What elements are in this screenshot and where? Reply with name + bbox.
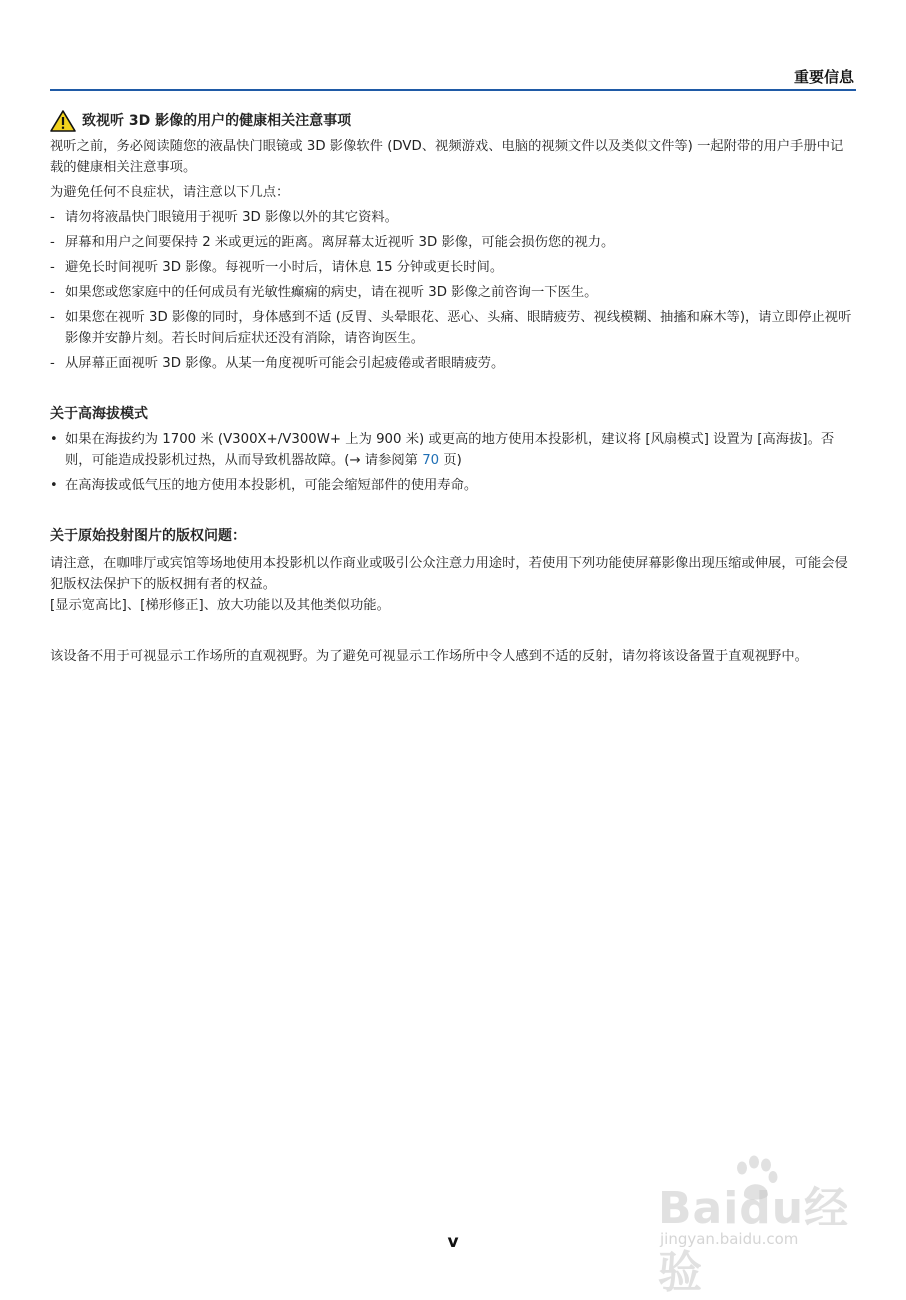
altitude-list (50, 429, 856, 496)
workplace-note: 该设备不用于可视显示工作场所的直观视野。为了避免可视显示工作场所中令人感到不适的反射，请勿将该设备置于直观视野中。 (50, 649, 808, 664)
warning-heading (50, 110, 856, 132)
header-title: 重要信息 (793, 68, 854, 86)
watermark-text: Baidu经验 (658, 1183, 850, 1298)
watermark-url: jingyan.baidu.com (660, 1230, 799, 1248)
list-item: - 屏幕和用户之间要保持 2 米或更远的距离。离屏幕太近视听 3D 影像，可能会损伤您的视力。 (50, 235, 615, 250)
list-item: - 从屏幕正面视听 3D 影像。从某一角度视听可能会引起疲倦或者眼睛疲劳。 (50, 356, 505, 371)
warning-lead: 为避免任何不良症状，请注意以下几点： (50, 185, 290, 200)
copyright-heading: 关于原始投射图片的版权问题： (50, 528, 246, 544)
page-number: v (447, 1232, 459, 1252)
altitude-heading: 关于高海拔模式 (50, 406, 148, 422)
list-item: - 请勿将液晶快门眼镜用于视听 3D 影像以外的其它资料。 (50, 210, 398, 225)
warning-triangle-icon (50, 110, 76, 132)
list-item: • 如果在海拔约为 1700 米 (V300X+/V300W+ 上为 900 米) 或更高的地方使用本投影机，建议将 [风扇模式] 设置为 [高海拔]。否则，可能造成投影机过热，从而导致机器故障。(→ 请参阅第 70 页) (50, 432, 835, 468)
list-item: - 如果您在视听 3D 影像的同时，身体感到不适 (反胃、头晕眼花、恶心、头痛、眼睛疲劳、视线模糊、抽搐和麻木等)，请立即停止视听影像并安静片刻。若长时间后症状还没有消除，请咨询医生。 (50, 310, 852, 346)
warning-title: 致视听 3D 影像的用户的健康相关注意事项 (82, 112, 352, 129)
warning-list (50, 207, 856, 374)
list-item: - 如果您或您家庭中的任何成员有光敏性癫痫的病史，请在视听 3D 影像之前咨询一下医生。 (50, 285, 598, 300)
warning-intro: 视听之前，务必阅读随您的液晶快门眼镜或 3D 影像软件 (DVD、视频游戏、电脑的视频文件以及类似文件等) 一起附带的用户手册中记载的健康相关注意事项。 (50, 139, 844, 175)
list-item: - 避免长时间视听 3D 影像。每视听一小时后，请休息 15 分钟或更长时间。 (50, 260, 504, 275)
page-reference-link[interactable]: 70 (422, 453, 440, 468)
header-rule (50, 89, 856, 91)
copyright-paragraph: 请注意，在咖啡厅或宾馆等场地使用本投影机以作商业或吸引公众注意力用途时，若使用下列功能使屏幕影像出现压缩或伸展，可能会侵犯版权法保护下的版权拥有者的权益。 (50, 556, 848, 592)
list-item: • 在高海拔或低气压的地方使用本投影机，可能会缩短部件的使用寿命。 (50, 478, 478, 493)
content-area (50, 110, 856, 667)
copyright-functions: [显示宽高比]、[梯形修正]、放大功能以及其他类似功能。 (50, 598, 390, 613)
